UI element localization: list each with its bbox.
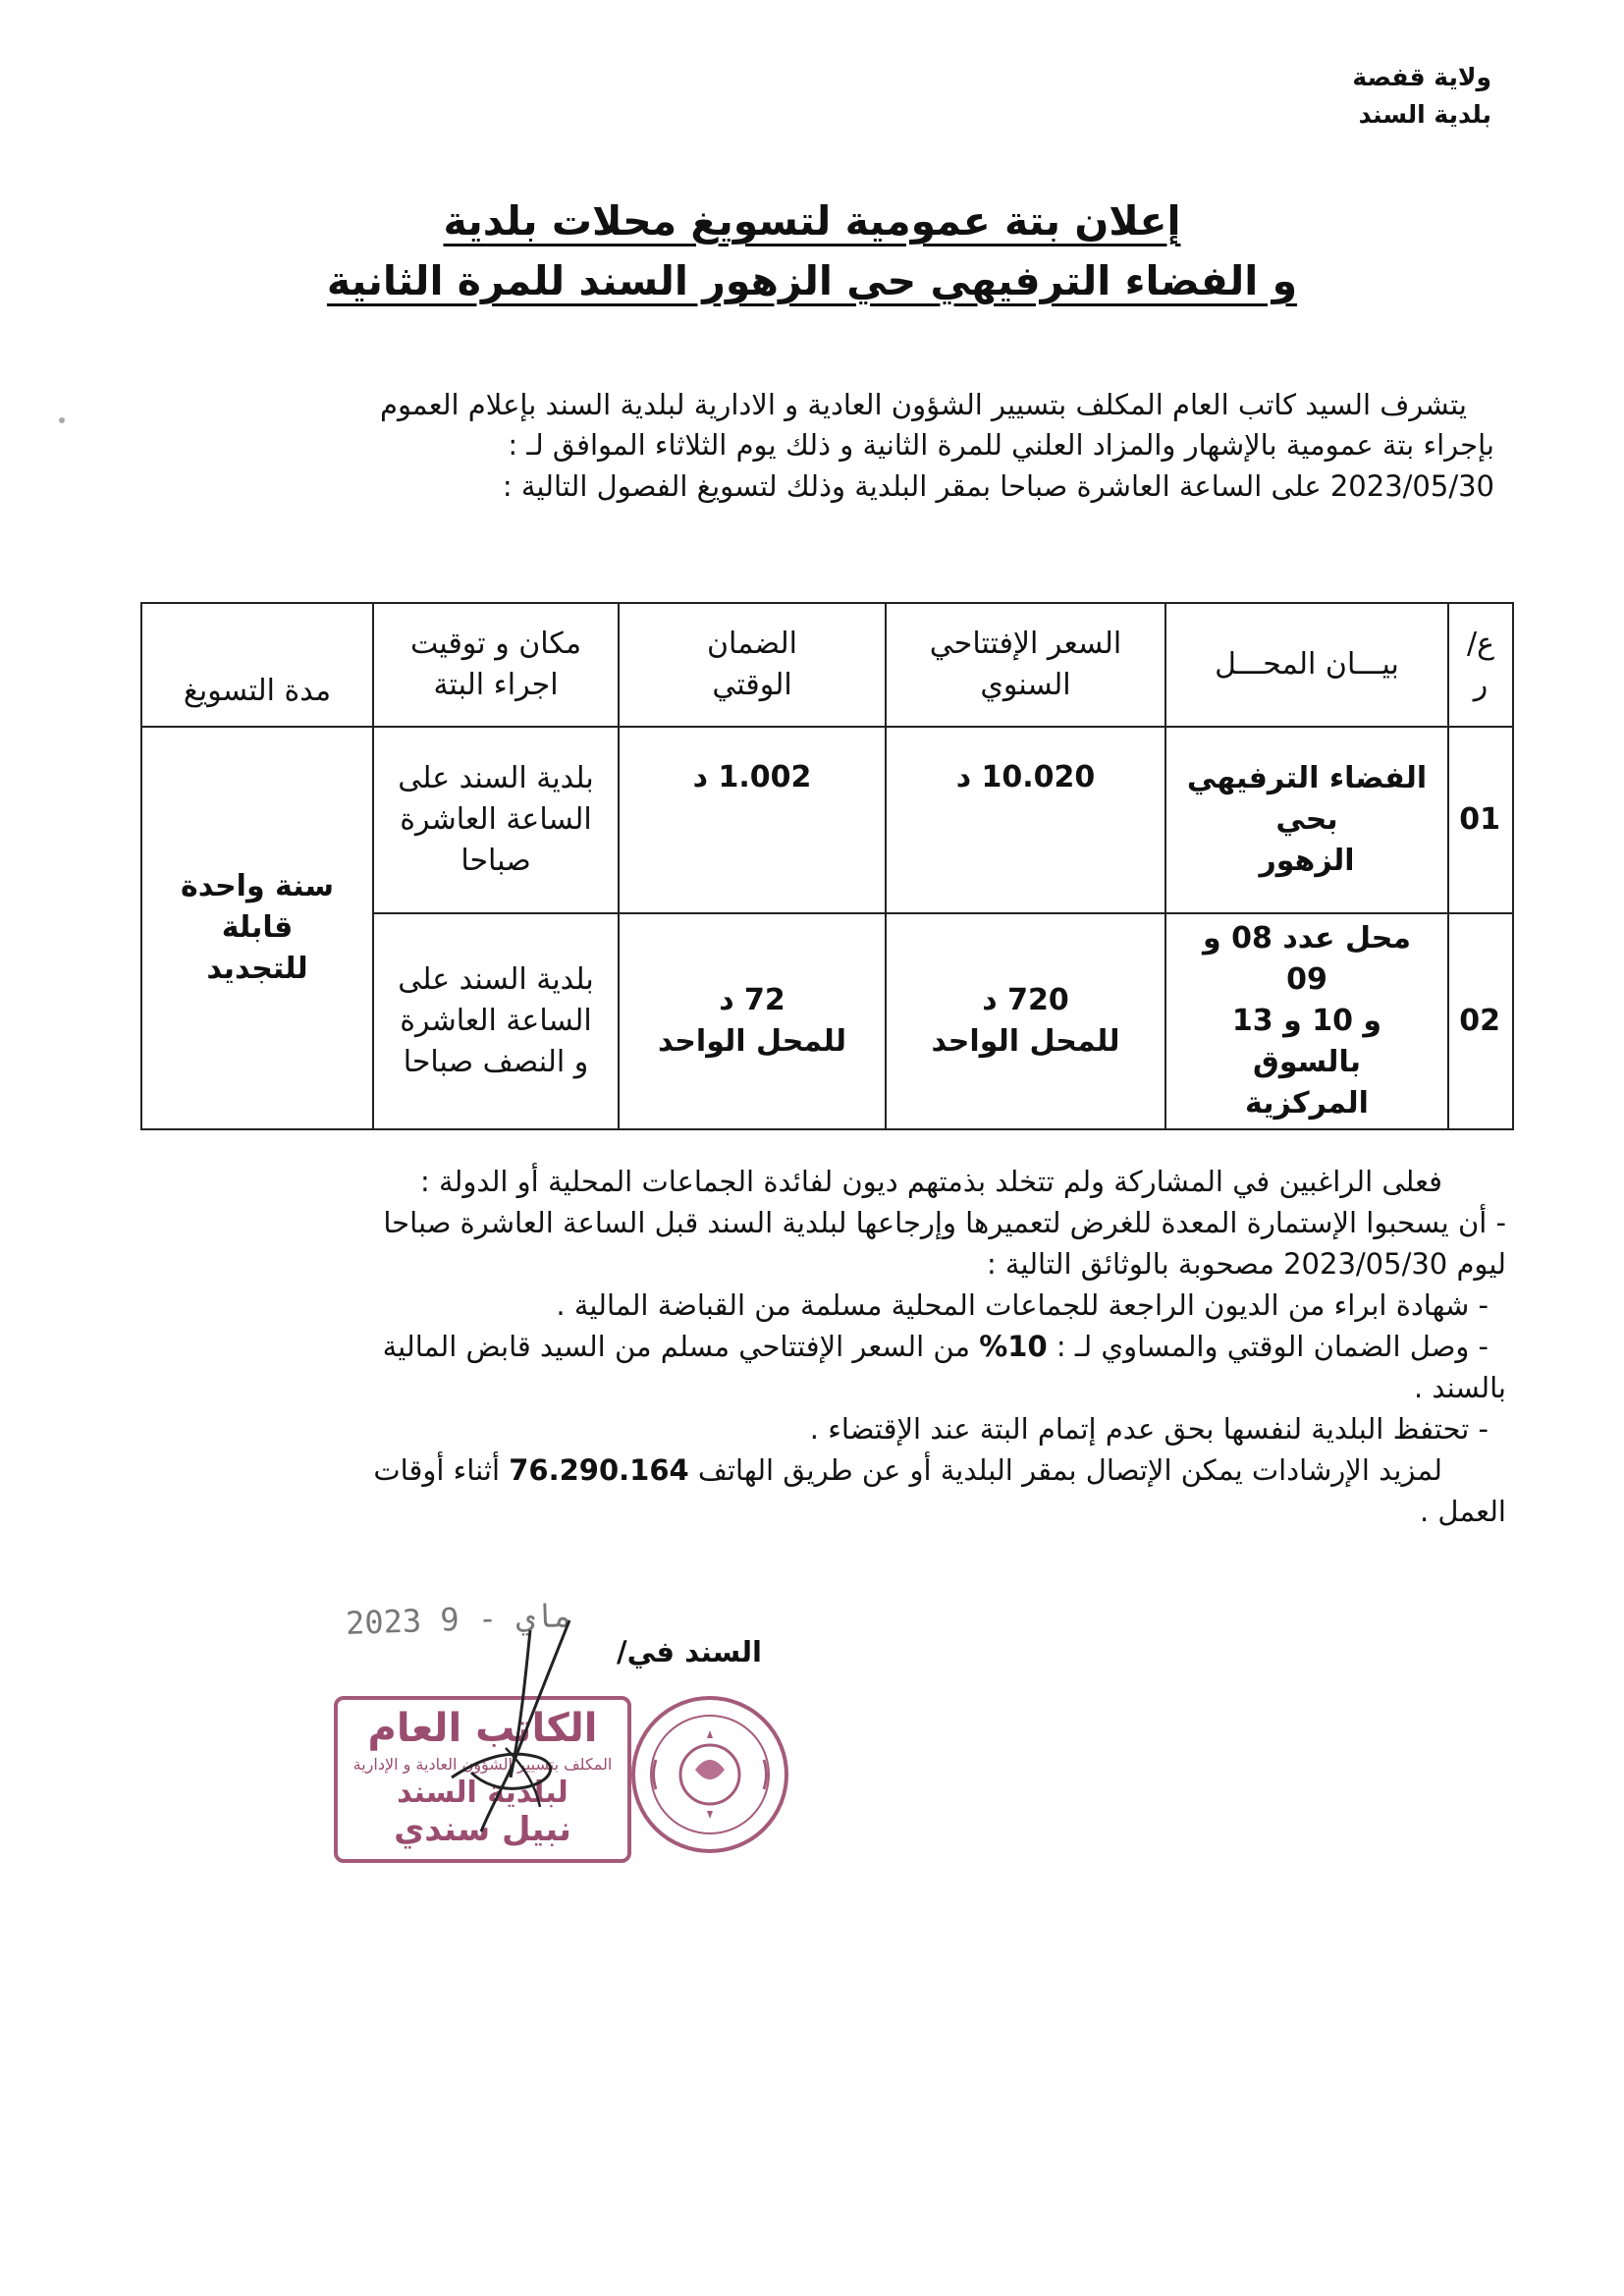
condition-form: - أن يسحبوا الإستمارة المعدة للغرض لتعميرها وإرجاعها لبلدية السند قبل الساعة العاشرة صباحا xyxy=(383,1206,1506,1240)
round-seal-icon xyxy=(626,1691,793,1858)
row-1-item-line-2: الزهور xyxy=(1259,844,1355,878)
title-line-2: و الفضاء الترفيهي حي الزهور السند للمرة الثانية xyxy=(326,256,1298,304)
announcement-title xyxy=(295,191,1329,310)
stamp-title: الكاتب العام xyxy=(367,1706,598,1751)
row-2-item-line-2: و 10 و 13 بالسوق xyxy=(1231,1004,1382,1079)
header-price-line-2: السنوي xyxy=(980,668,1071,702)
row-1-place-line-1: بلدية السند على xyxy=(398,761,594,795)
lots-table xyxy=(140,602,1514,1130)
duration-cell xyxy=(141,727,373,1129)
header-guarantee-line-2: الوقتي xyxy=(712,668,792,702)
header-price-line-1: السعر الإفتتاحي xyxy=(929,627,1122,661)
document-guarantee-receipt xyxy=(120,1326,1506,1367)
row-2-place-line-2: الساعة العاشرة xyxy=(400,1004,592,1038)
header-num: ع/ر xyxy=(1448,603,1513,727)
conditions-intro: فعلى الراغبين في المشاركة ولم تتخلد بذمتهم ديون لفائدة الجماعات المحلية أو الدولة : xyxy=(419,1165,1442,1198)
row-2-price xyxy=(886,913,1165,1129)
guarantee-percent: 10% xyxy=(979,1330,1048,1364)
reservation-clause: - تحتفظ البلدية لنفسها بحق عدم إتمام البتة عند الإقتضاء . xyxy=(809,1412,1489,1447)
stamp-subtitle: المكلف بتسيير الشؤون العادية و الإدارية xyxy=(352,1755,613,1774)
guarantee-text-b: من السعر الإفتتاحي مسلم من السيد قابض المالية xyxy=(382,1330,970,1364)
stamp-organization: لبلدية السند xyxy=(397,1776,568,1810)
signature-place: السند في/ xyxy=(617,1635,762,1668)
row-2-num: 02 xyxy=(1448,913,1513,1129)
conditions-section xyxy=(120,1161,1506,1532)
municipality-name: بلدية السند xyxy=(1358,99,1491,129)
governorate-name: ولاية قفصة xyxy=(1352,63,1491,91)
title-line-1: إعلان بتة عمومية لتسويغ محلات بلدية xyxy=(443,197,1181,245)
row-2-price-line-2: للمحل الواحد xyxy=(931,1024,1120,1059)
document-tax-clearance: - شهادة ابراء من الديون الراجعة للجماعات المحلية مسلمة من القباضة المالية . xyxy=(556,1288,1489,1323)
row-2-place-line-1: بلدية السند على xyxy=(398,962,594,997)
header-guarantee-line-1: الضمان xyxy=(706,627,797,661)
duration-line-1: سنة واحدة قابلة xyxy=(181,869,334,945)
row-2-guarantee-line-1: 72 د xyxy=(719,983,785,1017)
intro-line-3: 2023/05/30 على الساعة العاشرة صباحا بمقر البلدية وذلك لتسويغ الفصول التالية : xyxy=(502,468,1494,503)
contact-info xyxy=(120,1449,1506,1491)
row-1-place xyxy=(373,727,619,913)
contact-text-b: أثناء أوقات xyxy=(373,1453,501,1488)
date-stamp: 2023 ماي - 9 xyxy=(345,1596,573,1643)
row-2-item-line-3: المركزية xyxy=(1245,1086,1369,1121)
row-2-price-line-1: 720 د xyxy=(982,983,1069,1017)
issuer-header xyxy=(1352,59,1491,133)
row-1-price: 10.020 د xyxy=(886,727,1165,913)
intro-line-2: بإجراء بتة عمومية بالإشهار والمزاد العلني للمرة الثانية و ذلك يوم الثلاثاء الموافق لـ : xyxy=(508,428,1494,463)
row-1-item-line-1: الفضاء الترفيهي بحي xyxy=(1186,761,1428,837)
row-1-place-line-2: الساعة العاشرة xyxy=(400,802,592,837)
header-price xyxy=(886,603,1165,727)
intro-paragraph xyxy=(125,385,1494,507)
row-1-guarantee: 1.002 د xyxy=(619,727,886,913)
row-2-place-line-3: و النصف صباحا xyxy=(403,1045,589,1079)
contact-text-c: العمل . xyxy=(1419,1495,1506,1529)
row-1-num: 01 xyxy=(1448,727,1513,913)
condition-deadline: ليوم 2023/05/30 مصحوبة بالوثائق التالية : xyxy=(986,1247,1506,1282)
contact-phone: 76.290.164 xyxy=(509,1453,689,1488)
header-guarantee xyxy=(619,603,886,727)
row-2-guarantee-line-2: للمحل الواحد xyxy=(657,1024,847,1059)
header-item: بيـــان المحـــل xyxy=(1165,603,1448,727)
row-2-place xyxy=(373,913,619,1129)
handwritten-signature-icon xyxy=(412,1611,619,1846)
table-row xyxy=(141,727,1513,913)
duration-line-2: للتجديد xyxy=(206,952,308,986)
row-2-item xyxy=(1165,913,1448,1129)
header-place-line-2: اجراء البتة xyxy=(433,668,559,702)
guarantee-text-c: بالسند . xyxy=(1413,1371,1506,1405)
table-header-row xyxy=(141,603,1513,727)
row-1-place-line-3: صباحا xyxy=(460,844,531,878)
row-2-guarantee xyxy=(619,913,886,1129)
guarantee-text-a: - وصل الضمان الوقتي والمساوي لـ : xyxy=(1056,1330,1489,1364)
row-2-item-line-1: محل عدد 08 و 09 xyxy=(1203,921,1411,997)
header-place-line-1: مكان و توقيت xyxy=(409,627,582,661)
stamp-name: نبيل سندي xyxy=(394,1810,571,1849)
header-place xyxy=(373,603,619,727)
contact-text-a: لمزيد الإرشادات يمكن الإتصال بمقر البلدية أو عن طريق الهاتف xyxy=(697,1453,1442,1488)
scan-speck xyxy=(59,417,65,423)
intro-line-1: يتشرف السيد كاتب العام المكلف بتسيير الشؤون العادية و الادارية لبلدية السند بإعلام العموم xyxy=(380,388,1467,421)
header-duration: مدة التسويغ xyxy=(141,603,373,727)
row-1-item xyxy=(1165,727,1448,913)
